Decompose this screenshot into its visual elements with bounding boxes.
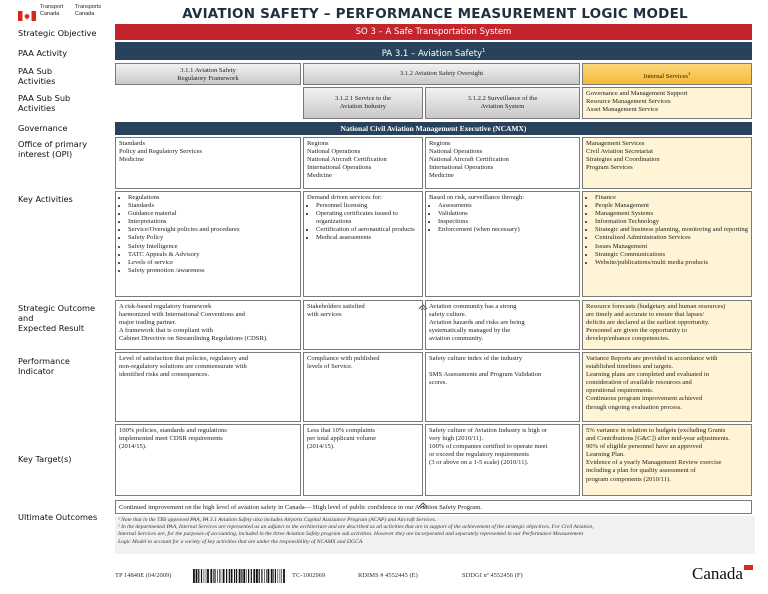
- key-activity-item: • Safety Policy: [128, 234, 297, 242]
- barcode-bar: [239, 569, 241, 583]
- target-regulatory: 100% policies, standards and regulations implemented meet CDSR requirements (2014/15).: [115, 424, 301, 496]
- key-activity-item: • Validations: [438, 210, 576, 218]
- key-activity-item: • Safety Intelligence: [128, 243, 297, 251]
- indicator-surveillance: Safety culture index of the industry SMS Assessments and Program Validation scores.: [425, 352, 580, 422]
- barcode-bar: [236, 569, 237, 583]
- key-activity-item: • Management Systems: [595, 210, 748, 218]
- ultimate-outcome: Continued improvement on the high level of aviation safety in Canada— High level of public confidence in our Aviation Safety Program.: [115, 500, 752, 514]
- internal-services-footnote-ref: 2: [688, 71, 691, 76]
- key-activity-item: • Strategic Communications: [595, 251, 748, 259]
- barcode-bar: [243, 569, 245, 583]
- dept-en: Transport: [40, 4, 64, 10]
- label-paa-sub: PAA Sub Activities: [18, 66, 56, 86]
- barcode-bar: [283, 569, 285, 583]
- canada-flag-icon: [18, 6, 36, 16]
- key-activities-service-intro: Demand driven services for:: [307, 194, 382, 201]
- barcode-bar: [234, 569, 235, 583]
- barcode-bar: [275, 569, 276, 583]
- footnotes: ¹ Note that in the TBS approved PAA, PA 3.1 Aviation Safety also includes Airports Capital Assistance Program (ACAP) and Aircraft Services. ² In the departmental PAA, Internal Services are represented as an adjunct to the architecture and are described as all activities that are in support of the achievement of the strategic objectives. For Civil Aviation, Internal Services are, for the purposes of accounting, included in the three Aviation Safety program sub activities. However they are incorporated and separately represented in our Performance Measurement Logic Model to account for a variety of key activities that are under the responsibility of NCAMX and DGCA.: [115, 516, 755, 554]
- label-performance-indicator: Performance Indicator: [18, 356, 70, 376]
- key-activity-item: • Strategic and business planning, monitoring and reporting: [595, 226, 748, 234]
- barcode-bar: [207, 569, 209, 583]
- canada-wordmark: [692, 564, 756, 584]
- barcode-bar: [259, 569, 260, 583]
- sub-activity-internal-services: [582, 63, 752, 85]
- label-strategic-outcome: Strategic Outcome and Expected Result: [18, 303, 95, 333]
- key-activities-internal: [582, 191, 752, 297]
- key-activity-item: • TATC Appeals & Advisory: [128, 251, 297, 259]
- opi-surveillance: Regions National Operations National Aircraft Certification International Operations Medicine: [425, 137, 580, 189]
- paa-activity-bar: [115, 42, 752, 60]
- key-activities-surveillance: [425, 191, 580, 297]
- label-ultimate-outcomes: Ultimate Outcomes: [18, 512, 98, 522]
- barcode-bar: [264, 569, 265, 583]
- barcode-bar: [266, 569, 267, 583]
- barcode-bar: [251, 569, 252, 583]
- dept-fr: Transports: [75, 4, 102, 10]
- arrow-up-icon: [418, 296, 428, 304]
- canada-wordmark-flag-icon: [744, 565, 753, 570]
- key-activity-item: • Levels of service: [128, 259, 297, 267]
- sub-activity-oversight: 3.1.2 Aviation Safety Oversight: [303, 63, 580, 85]
- barcode-bar: [204, 569, 205, 583]
- sub-sub-internal-services: Governance and Management Support Resource Management Services Asset Management Service: [582, 87, 752, 119]
- barcode-bar: [219, 569, 220, 583]
- sub-sub-service-to-industry: 3.1.2.1 Service to the Aviation Industry: [303, 87, 423, 119]
- strategic-objective-bar: [115, 24, 752, 40]
- key-activity-item: • People Management: [595, 202, 748, 210]
- key-activity-item: • Finance: [595, 194, 748, 202]
- key-activity-item: • Enforcement (when necessary): [438, 226, 576, 234]
- barcode-bar: [229, 569, 230, 583]
- key-activity-item: • Information Technology: [595, 218, 748, 226]
- indicator-internal: Variance Reports are provided in accordance with established timelines and targets. Learning plans are completed and evaluated in consideration of available resources and operational requirements. Continuous program improvement achieved through ongoing evaluation process.: [582, 352, 752, 422]
- barcode-bar: [226, 569, 227, 583]
- key-activity-item: • Interpretations: [128, 218, 297, 226]
- barcode-bar: [241, 569, 242, 583]
- paa-activity-footnote-ref: 1: [482, 48, 486, 54]
- barcode-bar: [273, 569, 274, 583]
- page-title: AVIATION SAFETY – PERFORMANCE MEASUREMENT LOGIC MODEL: [182, 6, 688, 22]
- sub-activity-regulatory-framework: 3.1.1 Aviation Safety Regulatory Framework: [115, 63, 301, 85]
- barcode-bar: [278, 569, 279, 583]
- target-internal: 5% variance in relation to budgets (excluding Grants and Contributions [G&C]) after mid-year adjustments. 90% of eligible personnel have an approved Learning Plan. Evidence of a yearly Management Review exercise including a plan for quality assessment of program components (2010/11).: [582, 424, 752, 496]
- barcode-bar: [248, 569, 249, 583]
- outcome-surveillance: Aviation community has a strong safety culture. Aviation hazards and risks are being systematically managed by the aviation community.: [425, 300, 580, 350]
- key-activity-item: • Operating certificates issued to organizations: [316, 210, 419, 226]
- barcode-bar: [280, 569, 281, 583]
- barcode-bar: [271, 569, 273, 583]
- indicator-service: Compliance with published levels of Service.: [303, 352, 423, 422]
- barcode-bar: [261, 569, 262, 583]
- key-activity-item: • Safety promotion /awareness: [128, 267, 297, 275]
- opi-service: Regions National Operations National Aircraft Certification International Operations Medicine: [303, 137, 423, 189]
- opi-internal: Management Services Civil Aviation Secretariat Strategies and Coordination Program Services: [582, 137, 752, 189]
- key-activity-item: • Personnel licensing: [316, 202, 419, 210]
- barcode-bar: [253, 569, 255, 583]
- governance-bar: [115, 122, 752, 135]
- label-key-targets: Key Target(s): [18, 454, 72, 464]
- barcode-bar: [206, 569, 207, 583]
- department-signature: [40, 4, 115, 22]
- sub-sub-surveillance: 3.1.2.2 Surveillance of the Aviation System: [425, 87, 580, 119]
- dept-en-2: Canada: [40, 10, 60, 17]
- target-service: Less that 10% complaints per total applicant volume (2014/15).: [303, 424, 423, 496]
- strategic-objective-text: SO 3 – A Safe Transportation System: [355, 27, 512, 37]
- barcode-bar: [217, 569, 218, 583]
- key-activity-item: • Guidance material: [128, 210, 297, 218]
- outcome-service: Stakeholders satisfied with services: [303, 300, 423, 350]
- governance-text: National Civil Aviation Management Executive (NCAMX): [340, 124, 527, 133]
- barcode-bar: [223, 569, 225, 583]
- footer-tp-number: TP 14849E (04/2009): [115, 572, 172, 579]
- barcode-bar: [231, 569, 233, 583]
- barcode-bar: [201, 569, 202, 583]
- key-activities-surveillance-intro: Based on risk, surveillance through:: [429, 194, 525, 201]
- barcode-bar: [256, 569, 258, 583]
- barcode-bar: [221, 569, 222, 583]
- key-activity-item: • Standards: [128, 202, 297, 210]
- canada-wordmark-text: Canada: [692, 564, 743, 583]
- key-activity-item: • Issues Management: [595, 243, 748, 251]
- key-activity-item: • Centralized Administration Services: [595, 234, 748, 242]
- key-activity-item: • Service/Oversight policies and procedures: [128, 226, 297, 234]
- internal-services-label: Internal Services: [643, 73, 689, 81]
- barcode-bar: [196, 569, 198, 583]
- target-surveillance: Safety culture of Aviation Industry is high or very high (2010/11). 100% of companies certified to operate meet or exceed the regulatory requirements (3 or above on a 1-5 scale) (2010/11).: [425, 424, 580, 496]
- barcode-bar: [198, 569, 199, 583]
- label-opi: Office of primary interest (OPI): [18, 139, 88, 159]
- footer-tc-number: TC-1002969: [292, 572, 326, 579]
- outcome-regulatory: A risk-based regulatory framework harmonized with International Conventions and major trading partner. A framework that is compliant with Cabinet Directive on Streamlining Regulations (CDSR).: [115, 300, 301, 350]
- label-strategic-objective: Strategic Objective: [18, 28, 97, 38]
- label-key-activities: Key Activities: [18, 194, 73, 204]
- label-paa-activity: PAA Activity: [18, 48, 68, 58]
- opi-regulatory: Standards Policy and Regulatory Services Medicine: [115, 137, 301, 189]
- label-paa-sub-sub: PAA Sub Sub Activities: [18, 93, 71, 113]
- barcode-bar: [193, 569, 195, 583]
- barcode-bar: [210, 569, 212, 583]
- key-activities-service: [303, 191, 423, 297]
- key-activity-item: • Website/publications/multi media products: [595, 259, 748, 267]
- indicator-regulatory: Level of satisfaction that policies, regulatory and non-regulatory solutions are commensurate with identified risks and consequences.: [115, 352, 301, 422]
- barcode-bar: [268, 569, 270, 583]
- dept-fr-2: Canada: [75, 10, 95, 17]
- outcome-internal: Resource forecasts (budgetary and human resources) are timely and accurate to ensure that lapses/ deficits are declared at the earliest opportunity. Personnel are given the opportunity to develop/enhance competencies.: [582, 300, 752, 350]
- key-activity-item: • Regulations: [128, 194, 297, 202]
- barcode-bar: [246, 569, 247, 583]
- barcode-bar: [281, 569, 282, 583]
- barcode-bar: [213, 569, 214, 583]
- key-activity-item: • Assessments: [438, 202, 576, 210]
- paa-activity-text: PA 3.1 – Aviation Safety: [381, 48, 483, 59]
- key-activity-item: • Certification of aeronautical products: [316, 226, 419, 234]
- footer-sddgi: SDDGI nº 4552456 (F): [462, 572, 523, 579]
- barcode-bar: [214, 569, 215, 583]
- key-activity-item: • Inspections: [438, 218, 576, 226]
- barcode-icon: [193, 568, 287, 582]
- key-activities-regulatory: [115, 191, 301, 297]
- footer-rdims: RDIMS # 4552445 (E): [358, 572, 418, 579]
- key-activity-item: • Medical assessments: [316, 234, 419, 242]
- label-governance: Governance: [18, 123, 68, 133]
